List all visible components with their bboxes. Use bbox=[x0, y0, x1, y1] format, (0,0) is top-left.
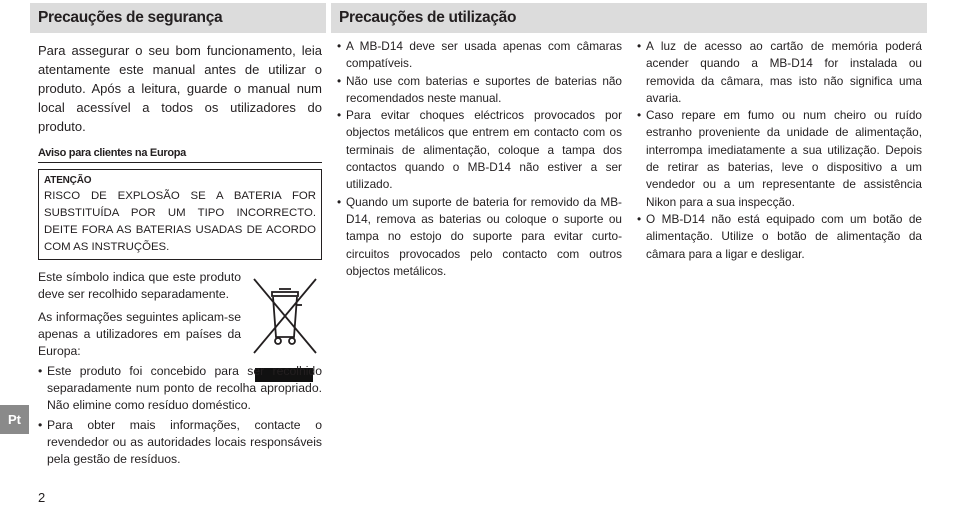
language-tab: Pt bbox=[0, 405, 29, 434]
list-item: • Não use com baterias e suportes de baterias não recomendados neste manual. bbox=[337, 73, 622, 108]
europe-applicability: As informações seguintes aplicam-se apenas a utilizadores em países da Europa: bbox=[38, 310, 241, 358]
disposal-list bbox=[38, 363, 322, 468]
weee-text bbox=[38, 269, 241, 360]
list-item: • Este produto foi concebido para ser recolhido separadamente num ponto de recolha apropriado. Não elimine como resíduo doméstico. bbox=[38, 363, 322, 414]
crossed-out-wheelie-bin-icon bbox=[252, 277, 318, 357]
warning-title: ATENÇÃO bbox=[44, 175, 92, 186]
warning-text: RISCO DE EXPLOSÃO SE A BATERIA FOR SUBSTITUÍDA POR UM TIPO INCORRECTO. DEITE FORA AS BATERIAS USADAS DE ACORDO COM AS INSTRUÇÕES. bbox=[44, 190, 316, 253]
usage-list-2 bbox=[637, 38, 922, 263]
list-item: • Para evitar choques eléctricos provocados por objectos metálicos que entrem em contacto com os terminais de alimentação, coloque a tampa dos contactos quando o MB-D14 não estiver a ser utilizado. bbox=[337, 107, 622, 193]
list-item: • Quando um suporte de bateria for removido da MB-D14, remova as baterias ou coloque o suporte ou tampa no estojo do suporte para evitar curto-circuitos provocados pelo contacto com outros objectos metálicos. bbox=[337, 194, 622, 280]
page-number: 2 bbox=[38, 490, 46, 505]
usage-column-1 bbox=[337, 38, 622, 280]
list-item: • A MB-D14 deve ser usada apenas com câmaras compatíveis. bbox=[337, 38, 622, 73]
usage-column-2 bbox=[637, 38, 922, 263]
list-item: • A luz de acesso ao cartão de memória poderá acender quando a MB-D14 for instalada ou removida da câmara, mas isto não significa uma avaria. bbox=[637, 38, 922, 107]
list-item: • O MB-D14 não está equipado com um botão de alimentação. Utilize o botão de alimentação da câmara para a ligar e desligar. bbox=[637, 211, 922, 263]
safety-column bbox=[38, 41, 322, 468]
warning-box bbox=[38, 169, 322, 260]
usage-list-1 bbox=[337, 38, 622, 280]
intro-paragraph: Para assegurar o seu bom funcionamento, leia atentamente este manual antes de utilizar o produto. Após a leitura, guarde o manual num local acessível a todos os utilizadores do produto. bbox=[38, 43, 322, 134]
europe-heading: Aviso para clientes na Europa bbox=[38, 145, 322, 163]
usage-header bbox=[331, 3, 927, 33]
list-item: • Caso repare em fumo ou num cheiro ou ruído estranho proveniente da unidade de alimentação, interrompa imediatamente a sua utilização. Depois de retirar as baterias, leve o dispositivo a um vendedor ou a um representante de assistência Nikon para a sua inspecção. bbox=[637, 107, 922, 211]
safety-header bbox=[30, 3, 326, 33]
weee-section bbox=[38, 269, 322, 360]
usage-heading: Precauções de utilização bbox=[339, 9, 517, 26]
symbol-explanation: Este símbolo indica que este produto deve ser recolhido separadamente. bbox=[38, 270, 241, 301]
safety-heading: Precauções de segurança bbox=[38, 9, 223, 26]
list-item: • Para obter mais informações, contacte o revendedor ou as autoridades locais responsáveis pela gestão de resíduos. bbox=[38, 417, 322, 468]
